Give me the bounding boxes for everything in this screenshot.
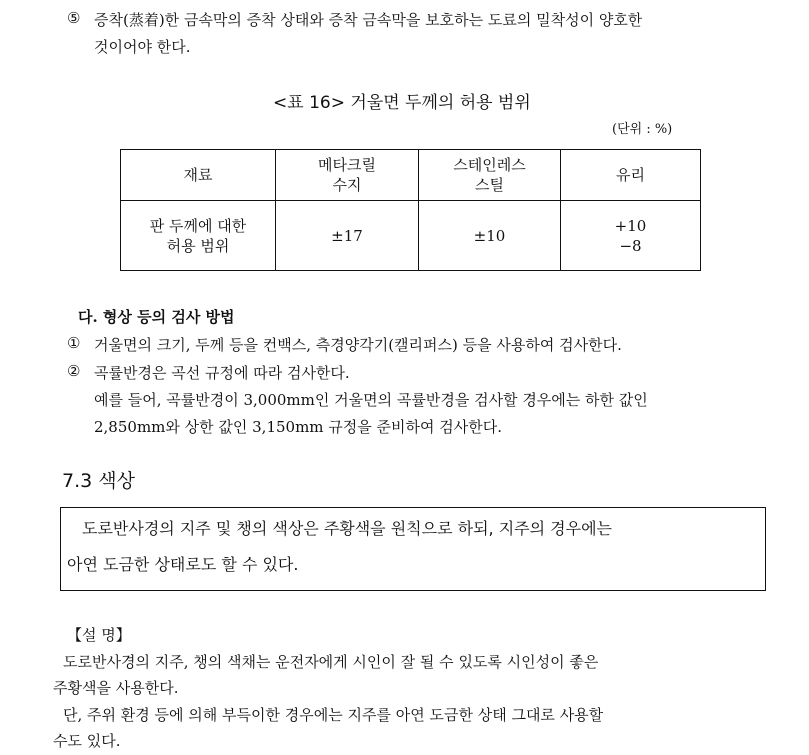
section-73-heading: 7.3 색상 [62,470,135,492]
explanation-para2-line1: 단, 주위 환경 등에 의해 부득이한 경우에는 지주를 아연 도금한 상태 그대로 사용할 [63,706,604,724]
box-line2: 아연 도금한 상태로도 할 수 있다. [67,555,299,574]
header-cell-line: 스틸 [475,176,504,194]
item5-line2: 것이어야 한다. [94,38,191,56]
row-label-cell [121,201,276,271]
section-da-example-line2: 2,850mm와 상한 값인 3,150mm 규정을 준비하여 검사한다. [94,418,502,436]
header-cell-methacrylic [276,150,419,201]
section-da-item2-text: 곡률반경은 곡선 규정에 따라 검사한다. [94,364,350,382]
row-label-line: 허용 범위 [166,236,230,255]
value-text: +10 [614,216,647,235]
table-unit: (단위 : %) [612,122,673,137]
item5-marker: ⑤ [67,9,81,27]
header-cell-line: 메타크릴 [318,156,376,174]
value-text: −8 [619,236,642,255]
thickness-tolerance-table [120,149,701,271]
value-text: ±10 [473,226,506,245]
value-cell-methacrylic [276,201,419,271]
header-cell-line: 유리 [616,166,645,184]
header-cell-line: 스테인레스 [453,156,526,174]
table-row [121,201,701,271]
value-cell-glass [561,201,701,271]
value-cell-stainless [419,201,561,271]
header-cell-line: 재료 [183,166,213,184]
header-cell-material [121,150,276,201]
header-cell-glass [561,150,701,201]
row-label-line: 판 두께에 대한 [149,216,247,235]
explanation-heading: 【설 명】 [67,626,131,644]
section-da-heading: 다. 형상 등의 검사 방법 [78,308,235,326]
table-header-row [121,150,701,201]
header-cell-line: 수지 [332,176,362,194]
box-line1: 도로반사경의 지주 및 챙의 색상은 주황색을 원칙으로 하되, 지주의 경우에는 [82,519,612,538]
table-caption: <표 16> 거울면 두께의 허용 범위 [273,93,531,113]
explanation-para1-line1: 도로반사경의 지주, 챙의 색채는 운전자에게 시인이 잘 될 수 있도록 시인성이 좋은 [63,653,599,671]
explanation-para1-line2: 주황색을 사용한다. [53,679,179,697]
section-da-example-line1: 예를 들어, 곡률반경이 3,000mm인 거울면의 곡률반경을 검사할 경우에는 하한 값인 [94,391,648,409]
header-cell-stainless [419,150,561,201]
explanation-para2-line2: 수도 있다. [53,732,121,750]
section-da-item2-marker: ② [67,362,81,380]
section-da-item1-marker: ① [67,334,81,352]
item5-line1: 증착(蒸着)한 금속막의 증착 상태와 증착 금속막을 보호하는 도료의 밀착성이 양호한 [94,11,643,29]
section-da-item1-text: 거울면의 크기, 두께 등을 컨백스, 측경양각기(캘리퍼스) 등을 사용하여 검사한다. [94,336,622,354]
color-requirement-box [60,507,766,591]
value-text: ±17 [331,226,363,245]
